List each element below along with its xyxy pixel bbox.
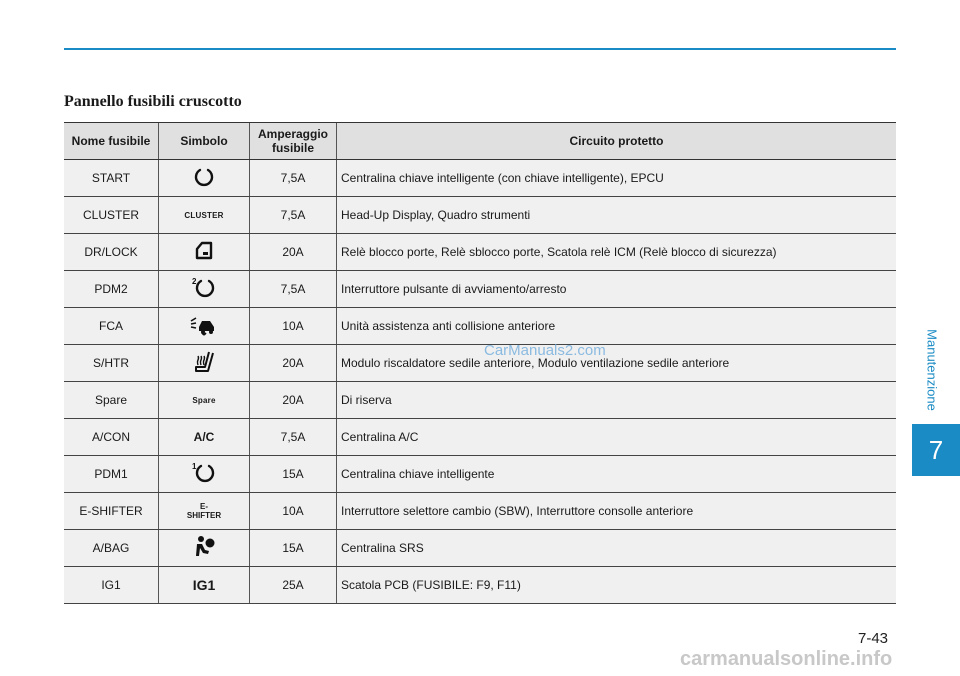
table-row: [64, 493, 896, 530]
fuse-symbol: [159, 456, 250, 493]
table-row: [64, 530, 896, 567]
fuse-symbol: [159, 419, 250, 456]
fuse-name: CLUSTER: [64, 197, 159, 234]
header-circuit: Circuito protetto: [337, 123, 897, 160]
symbol-text: CLUSTER: [184, 210, 224, 220]
table-row: [64, 160, 896, 197]
page-title: Pannello fusibili cruscotto: [64, 93, 242, 110]
side-section-label: [922, 310, 942, 430]
table-row: [64, 419, 896, 456]
fuse-symbol: [159, 160, 250, 197]
fuse-amperage: 20A: [250, 234, 337, 271]
fuse-circuit: Head-Up Display, Quadro strumenti: [337, 197, 897, 234]
watermark: CarManuals2.com: [484, 342, 606, 359]
fuse-symbol: [159, 530, 250, 567]
fuse-amperage: 20A: [250, 382, 337, 419]
table-row: [64, 345, 896, 382]
symbol-text-line2: SHIFTER: [186, 511, 222, 520]
table-row: [64, 567, 896, 604]
symbol-text: IG1: [192, 577, 216, 593]
fuse-circuit: Di riserva: [337, 382, 897, 419]
symbol-text: A/C: [193, 430, 215, 444]
fuse-circuit: Relè blocco porte, Relè sblocco porte, Scatola relè ICM (Relè blocco di sicurezza): [337, 234, 897, 271]
fuse-circuit: Interruttore pulsante di avviamento/arresto: [337, 271, 897, 308]
fuse-circuit: Modulo riscaldatore sedile anteriore, Modulo ventilazione sedile anteriore: [337, 345, 897, 382]
fuse-name: E-SHIFTER: [64, 493, 159, 530]
table-row: [64, 308, 896, 345]
seat-heater-icon: [191, 349, 217, 375]
fuse-name: A/BAG: [64, 530, 159, 567]
symbol-text-stack: [187, 498, 221, 524]
table-header-row: [64, 123, 896, 160]
fuse-circuit: Scatola PCB (FUSIBILE: F9, F11): [337, 567, 897, 604]
table-row: [64, 271, 896, 308]
fuse-symbol: [159, 567, 250, 604]
header-name: Nome fusibile: [64, 123, 159, 160]
fuse-amperage: 25A: [250, 567, 337, 604]
fuse-circuit: Unità assistenza anti collisione anteriore: [337, 308, 897, 345]
symbol-superscript: 1: [192, 461, 197, 471]
collision-avoidance-icon: [188, 312, 220, 338]
fuse-amperage: 7,5A: [250, 160, 337, 197]
fuse-circuit: Centralina chiave intelligente (con chiave intelligente), EPCU: [337, 160, 897, 197]
fuse-symbol: [159, 308, 250, 345]
fuse-amperage: 7,5A: [250, 197, 337, 234]
power-ring-1-icon: [190, 460, 218, 486]
fuse-circuit: Centralina A/C: [337, 419, 897, 456]
header-symbol: Simbolo: [159, 123, 250, 160]
page-number: 7-43: [858, 630, 889, 647]
fuse-symbol: [159, 345, 250, 382]
table-row: [64, 382, 896, 419]
header-amperage: Amperaggio fusibile: [250, 123, 337, 160]
fuse-name: A/CON: [64, 419, 159, 456]
fuse-amperage: 7,5A: [250, 419, 337, 456]
fuse-name: IG1: [64, 567, 159, 604]
fuse-symbol: [159, 493, 250, 530]
footer-watermark: carmanualsonline.info: [680, 648, 893, 670]
fuse-name: START: [64, 160, 159, 197]
fuse-symbol: [159, 271, 250, 308]
chapter-tab: 7: [912, 424, 960, 476]
fuse-name: PDM2: [64, 271, 159, 308]
fuse-amperage: 10A: [250, 308, 337, 345]
fuse-circuit: Centralina chiave intelligente: [337, 456, 897, 493]
door-lock-icon: [191, 238, 217, 264]
fuse-symbol: [159, 234, 250, 271]
power-ring-2-icon: [190, 275, 218, 301]
fuse-name: S/HTR: [64, 345, 159, 382]
fuse-amperage: 15A: [250, 456, 337, 493]
side-section-text: Manutenzione: [924, 329, 940, 411]
table-row: [64, 197, 896, 234]
symbol-superscript: 2: [192, 276, 197, 286]
top-rule: [64, 48, 896, 50]
fuse-name: DR/LOCK: [64, 234, 159, 271]
symbol-text-line1: E-: [199, 502, 208, 511]
fuse-symbol: [159, 197, 250, 234]
fuse-circuit: Centralina SRS: [337, 530, 897, 567]
fuse-amperage: 15A: [250, 530, 337, 567]
fuse-amperage: 10A: [250, 493, 337, 530]
fuse-symbol: [159, 382, 250, 419]
table-row: [64, 456, 896, 493]
fuse-circuit: Interruttore selettore cambio (SBW), Interruttore consolle anteriore: [337, 493, 897, 530]
fuse-amperage: 7,5A: [250, 271, 337, 308]
fuse-name: Spare: [64, 382, 159, 419]
fuse-name: PDM1: [64, 456, 159, 493]
table-row: [64, 234, 896, 271]
airbag-icon: [191, 534, 217, 560]
fuse-name: FCA: [64, 308, 159, 345]
fuse-amperage: 20A: [250, 345, 337, 382]
power-ring-icon: [191, 164, 217, 190]
fuse-table: [64, 122, 896, 604]
symbol-text: Spare: [192, 395, 216, 405]
